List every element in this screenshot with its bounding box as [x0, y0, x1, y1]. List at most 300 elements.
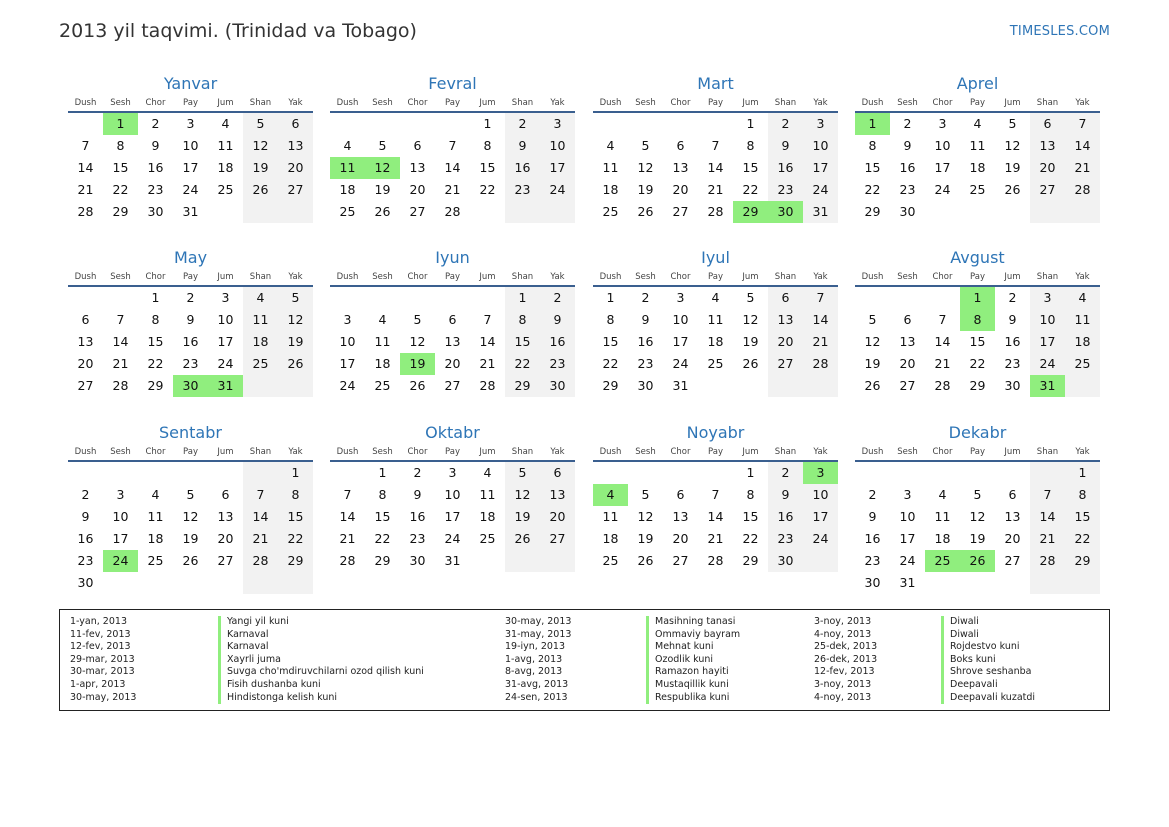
day-cell[interactable]: 21 — [339, 531, 356, 546]
day-cell[interactable]: 21 — [112, 356, 129, 371]
day-cell[interactable]: 19 — [637, 531, 654, 546]
day-cell[interactable]: 25 — [217, 182, 234, 197]
holiday-day-cell[interactable]: 3 — [803, 462, 838, 484]
day-cell[interactable]: 12 — [742, 312, 759, 327]
day-cell[interactable]: 29 — [742, 553, 759, 568]
day-cell[interactable]: 24 — [540, 179, 575, 201]
day-cell[interactable]: 27 — [768, 353, 803, 375]
day-cell[interactable]: 13 — [540, 484, 575, 506]
day-cell[interactable]: 27 — [672, 553, 689, 568]
day-cell[interactable]: 19 — [182, 531, 199, 546]
day-cell[interactable]: 4 — [1065, 287, 1100, 309]
day-cell[interactable]: 1 — [606, 290, 615, 305]
day-cell[interactable]: 2 — [186, 290, 195, 305]
holiday-day-cell[interactable]: 31 — [1030, 375, 1065, 397]
holiday-day-cell[interactable]: 26 — [960, 550, 995, 572]
holiday-day-cell[interactable]: 29 — [733, 201, 768, 223]
day-cell[interactable]: 18 — [969, 160, 986, 175]
day-cell[interactable]: 25 — [602, 204, 619, 219]
day-cell[interactable]: 27 — [1004, 553, 1021, 568]
day-cell[interactable]: 17 — [339, 356, 356, 371]
day-cell[interactable]: 31 — [672, 378, 689, 393]
day-cell[interactable]: 15 — [479, 160, 496, 175]
day-cell[interactable]: 15 — [112, 160, 129, 175]
day-cell[interactable]: 26 — [505, 528, 540, 550]
day-cell[interactable]: 29 — [147, 378, 164, 393]
day-cell[interactable]: 11 — [934, 509, 951, 524]
day-cell[interactable]: 25 — [147, 553, 164, 568]
day-cell[interactable]: 6 — [81, 312, 90, 327]
day-cell[interactable]: 20 — [217, 531, 234, 546]
day-cell[interactable]: 3 — [116, 487, 125, 502]
day-cell[interactable]: 10 — [444, 487, 461, 502]
day-cell[interactable]: 21 — [803, 331, 838, 353]
day-cell[interactable]: 11 — [217, 138, 234, 153]
day-cell[interactable]: 22 — [147, 356, 164, 371]
day-cell[interactable]: 11 — [147, 509, 164, 524]
day-cell[interactable]: 13 — [77, 334, 94, 349]
day-cell[interactable]: 28 — [112, 378, 129, 393]
day-cell[interactable]: 8 — [483, 138, 492, 153]
day-cell[interactable]: 19 — [969, 531, 986, 546]
day-cell[interactable]: 3 — [803, 113, 838, 135]
day-cell[interactable]: 26 — [409, 378, 426, 393]
day-cell[interactable]: 30 — [77, 575, 94, 590]
day-cell[interactable]: 24 — [672, 356, 689, 371]
day-cell[interactable]: 2 — [768, 462, 803, 484]
day-cell[interactable]: 7 — [116, 312, 125, 327]
day-cell[interactable]: 22 — [112, 182, 129, 197]
day-cell[interactable]: 22 — [969, 356, 986, 371]
holiday-day-cell[interactable]: 24 — [103, 550, 138, 572]
day-cell[interactable]: 25 — [479, 531, 496, 546]
day-cell[interactable]: 27 — [77, 378, 94, 393]
day-cell[interactable]: 14 — [77, 160, 94, 175]
day-cell[interactable]: 1 — [483, 116, 492, 131]
day-cell[interactable]: 19 — [505, 506, 540, 528]
day-cell[interactable]: 3 — [903, 487, 912, 502]
day-cell[interactable]: 29 — [505, 375, 540, 397]
day-cell[interactable]: 27 — [672, 204, 689, 219]
day-cell[interactable]: 26 — [742, 356, 759, 371]
day-cell[interactable]: 24 — [182, 182, 199, 197]
day-cell[interactable]: 9 — [868, 509, 877, 524]
day-cell[interactable]: 25 — [969, 182, 986, 197]
day-cell[interactable]: 13 — [409, 160, 426, 175]
day-cell[interactable]: 3 — [221, 290, 230, 305]
day-cell[interactable]: 14 — [1030, 506, 1065, 528]
day-cell[interactable]: 22 — [479, 182, 496, 197]
day-cell[interactable]: 5 — [746, 290, 755, 305]
day-cell[interactable]: 17 — [672, 334, 689, 349]
day-cell[interactable]: 25 — [374, 378, 391, 393]
day-cell[interactable]: 8 — [746, 487, 755, 502]
day-cell[interactable]: 6 — [903, 312, 912, 327]
day-cell[interactable]: 26 — [278, 353, 313, 375]
day-cell[interactable]: 26 — [243, 179, 278, 201]
day-cell[interactable]: 15 — [969, 334, 986, 349]
day-cell[interactable]: 19 — [637, 182, 654, 197]
holiday-day-cell[interactable]: 8 — [960, 309, 995, 331]
day-cell[interactable]: 5 — [641, 138, 650, 153]
day-cell[interactable]: 11 — [602, 160, 619, 175]
day-cell[interactable]: 29 — [374, 553, 391, 568]
day-cell[interactable]: 15 — [1065, 506, 1100, 528]
day-cell[interactable]: 13 — [672, 160, 689, 175]
day-cell[interactable]: 16 — [864, 531, 881, 546]
day-cell[interactable]: 5 — [378, 138, 387, 153]
day-cell[interactable]: 21 — [707, 531, 724, 546]
day-cell[interactable]: 29 — [278, 550, 313, 572]
day-cell[interactable]: 4 — [711, 290, 720, 305]
day-cell[interactable]: 18 — [217, 160, 234, 175]
day-cell[interactable]: 24 — [803, 179, 838, 201]
day-cell[interactable]: 13 — [1004, 509, 1021, 524]
day-cell[interactable]: 4 — [221, 116, 230, 131]
day-cell[interactable]: 18 — [339, 182, 356, 197]
day-cell[interactable]: 13 — [1030, 135, 1065, 157]
holiday-day-cell[interactable]: 30 — [768, 201, 803, 223]
day-cell[interactable]: 4 — [243, 287, 278, 309]
day-cell[interactable]: 5 — [243, 113, 278, 135]
day-cell[interactable]: 4 — [938, 487, 947, 502]
holiday-day-cell[interactable]: 1 — [960, 287, 995, 309]
day-cell[interactable]: 12 — [969, 509, 986, 524]
day-cell[interactable]: 17 — [803, 157, 838, 179]
day-cell[interactable]: 28 — [243, 550, 278, 572]
day-cell[interactable]: 9 — [768, 135, 803, 157]
day-cell[interactable]: 24 — [899, 553, 916, 568]
day-cell[interactable]: 3 — [448, 465, 457, 480]
day-cell[interactable]: 9 — [186, 312, 195, 327]
day-cell[interactable]: 22 — [1065, 528, 1100, 550]
day-cell[interactable]: 7 — [938, 312, 947, 327]
day-cell[interactable]: 11 — [374, 334, 391, 349]
day-cell[interactable]: 30 — [768, 550, 803, 572]
day-cell[interactable]: 30 — [637, 378, 654, 393]
day-cell[interactable]: 23 — [182, 356, 199, 371]
day-cell[interactable]: 21 — [77, 182, 94, 197]
day-cell[interactable]: 27 — [278, 179, 313, 201]
day-cell[interactable]: 27 — [217, 553, 234, 568]
day-cell[interactable]: 6 — [413, 138, 422, 153]
day-cell[interactable]: 22 — [374, 531, 391, 546]
day-cell[interactable]: 26 — [637, 553, 654, 568]
day-cell[interactable]: 6 — [1030, 113, 1065, 135]
day-cell[interactable]: 13 — [217, 509, 234, 524]
day-cell[interactable]: 21 — [707, 182, 724, 197]
day-cell[interactable]: 17 — [444, 509, 461, 524]
day-cell[interactable]: 14 — [934, 334, 951, 349]
day-cell[interactable]: 30 — [147, 204, 164, 219]
day-cell[interactable]: 28 — [803, 353, 838, 375]
day-cell[interactable]: 23 — [540, 353, 575, 375]
day-cell[interactable]: 11 — [243, 309, 278, 331]
day-cell[interactable]: 1 — [151, 290, 160, 305]
day-cell[interactable]: 1 — [278, 462, 313, 484]
day-cell[interactable]: 10 — [899, 509, 916, 524]
day-cell[interactable]: 16 — [505, 157, 540, 179]
day-cell[interactable]: 28 — [934, 378, 951, 393]
day-cell[interactable]: 10 — [1030, 309, 1065, 331]
day-cell[interactable]: 6 — [448, 312, 457, 327]
day-cell[interactable]: 19 — [864, 356, 881, 371]
day-cell[interactable]: 20 — [77, 356, 94, 371]
day-cell[interactable]: 30 — [899, 204, 916, 219]
day-cell[interactable]: 7 — [448, 138, 457, 153]
day-cell[interactable]: 20 — [1004, 531, 1021, 546]
day-cell[interactable]: 14 — [243, 506, 278, 528]
day-cell[interactable]: 6 — [221, 487, 230, 502]
day-cell[interactable]: 20 — [672, 182, 689, 197]
day-cell[interactable]: 4 — [483, 465, 492, 480]
day-cell[interactable]: 18 — [243, 331, 278, 353]
day-cell[interactable]: 6 — [278, 113, 313, 135]
site-link[interactable]: TIMESLES.COM — [1009, 24, 1110, 39]
day-cell[interactable]: 17 — [182, 160, 199, 175]
day-cell[interactable]: 28 — [77, 204, 94, 219]
day-cell[interactable]: 24 — [934, 182, 951, 197]
day-cell[interactable]: 5 — [868, 312, 877, 327]
day-cell[interactable]: 9 — [540, 309, 575, 331]
day-cell[interactable]: 13 — [444, 334, 461, 349]
day-cell[interactable]: 12 — [278, 309, 313, 331]
day-cell[interactable]: 18 — [707, 334, 724, 349]
day-cell[interactable]: 23 — [147, 182, 164, 197]
day-cell[interactable]: 10 — [112, 509, 129, 524]
day-cell[interactable]: 21 — [1065, 157, 1100, 179]
day-cell[interactable]: 17 — [1030, 331, 1065, 353]
day-cell[interactable]: 2 — [868, 487, 877, 502]
day-cell[interactable]: 20 — [899, 356, 916, 371]
day-cell[interactable]: 1 — [746, 465, 755, 480]
day-cell[interactable]: 4 — [606, 138, 615, 153]
day-cell[interactable]: 18 — [479, 509, 496, 524]
day-cell[interactable]: 5 — [186, 487, 195, 502]
day-cell[interactable]: 2 — [413, 465, 422, 480]
day-cell[interactable]: 3 — [1030, 287, 1065, 309]
day-cell[interactable]: 18 — [374, 356, 391, 371]
day-cell[interactable]: 25 — [602, 553, 619, 568]
day-cell[interactable]: 18 — [934, 531, 951, 546]
day-cell[interactable]: 30 — [540, 375, 575, 397]
day-cell[interactable]: 7 — [711, 487, 720, 502]
day-cell[interactable]: 24 — [339, 378, 356, 393]
day-cell[interactable]: 15 — [602, 334, 619, 349]
day-cell[interactable]: 17 — [899, 531, 916, 546]
day-cell[interactable]: 27 — [899, 378, 916, 393]
day-cell[interactable]: 3 — [343, 312, 352, 327]
day-cell[interactable]: 17 — [803, 506, 838, 528]
day-cell[interactable]: 31 — [182, 204, 199, 219]
day-cell[interactable]: 17 — [540, 157, 575, 179]
day-cell[interactable]: 20 — [1030, 157, 1065, 179]
day-cell[interactable]: 14 — [1065, 135, 1100, 157]
day-cell[interactable]: 23 — [505, 179, 540, 201]
day-cell[interactable]: 16 — [409, 509, 426, 524]
day-cell[interactable]: 8 — [116, 138, 125, 153]
day-cell[interactable]: 1 — [505, 287, 540, 309]
day-cell[interactable]: 4 — [378, 312, 387, 327]
day-cell[interactable]: 7 — [243, 484, 278, 506]
day-cell[interactable]: 3 — [938, 116, 947, 131]
day-cell[interactable]: 2 — [540, 287, 575, 309]
day-cell[interactable]: 10 — [182, 138, 199, 153]
day-cell[interactable]: 2 — [1008, 290, 1017, 305]
day-cell[interactable]: 1 — [1065, 462, 1100, 484]
day-cell[interactable]: 9 — [505, 135, 540, 157]
day-cell[interactable]: 9 — [81, 509, 90, 524]
day-cell[interactable]: 11 — [479, 487, 496, 502]
day-cell[interactable]: 21 — [243, 528, 278, 550]
day-cell[interactable]: 14 — [803, 309, 838, 331]
day-cell[interactable]: 28 — [707, 204, 724, 219]
day-cell[interactable]: 16 — [1004, 334, 1021, 349]
day-cell[interactable]: 26 — [374, 204, 391, 219]
day-cell[interactable]: 7 — [711, 138, 720, 153]
day-cell[interactable]: 13 — [768, 309, 803, 331]
day-cell[interactable]: 16 — [899, 160, 916, 175]
day-cell[interactable]: 25 — [243, 353, 278, 375]
day-cell[interactable]: 30 — [1004, 378, 1021, 393]
day-cell[interactable]: 21 — [1030, 528, 1065, 550]
day-cell[interactable]: 22 — [602, 356, 619, 371]
day-cell[interactable]: 28 — [444, 204, 461, 219]
day-cell[interactable]: 16 — [77, 531, 94, 546]
day-cell[interactable]: 12 — [505, 484, 540, 506]
day-cell[interactable]: 19 — [742, 334, 759, 349]
day-cell[interactable]: 20 — [278, 157, 313, 179]
day-cell[interactable]: 19 — [278, 331, 313, 353]
day-cell[interactable]: 28 — [707, 553, 724, 568]
day-cell[interactable]: 15 — [147, 334, 164, 349]
day-cell[interactable]: 6 — [676, 487, 685, 502]
day-cell[interactable]: 9 — [903, 138, 912, 153]
day-cell[interactable]: 5 — [505, 462, 540, 484]
day-cell[interactable]: 11 — [969, 138, 986, 153]
day-cell[interactable]: 10 — [540, 135, 575, 157]
day-cell[interactable]: 26 — [637, 204, 654, 219]
day-cell[interactable]: 4 — [973, 116, 982, 131]
day-cell[interactable]: 20 — [540, 506, 575, 528]
day-cell[interactable]: 12 — [409, 334, 426, 349]
day-cell[interactable]: 25 — [339, 204, 356, 219]
day-cell[interactable]: 17 — [934, 160, 951, 175]
day-cell[interactable]: 28 — [479, 378, 496, 393]
day-cell[interactable]: 22 — [278, 528, 313, 550]
day-cell[interactable]: 22 — [742, 182, 759, 197]
day-cell[interactable]: 18 — [147, 531, 164, 546]
day-cell[interactable]: 3 — [676, 290, 685, 305]
day-cell[interactable]: 14 — [707, 509, 724, 524]
day-cell[interactable]: 4 — [343, 138, 352, 153]
day-cell[interactable]: 26 — [1004, 182, 1021, 197]
day-cell[interactable]: 14 — [707, 160, 724, 175]
holiday-day-cell[interactable]: 12 — [365, 157, 400, 179]
day-cell[interactable]: 6 — [676, 138, 685, 153]
day-cell[interactable]: 9 — [151, 138, 160, 153]
day-cell[interactable]: 14 — [339, 509, 356, 524]
day-cell[interactable]: 12 — [637, 509, 654, 524]
day-cell[interactable]: 7 — [343, 487, 352, 502]
day-cell[interactable]: 15 — [374, 509, 391, 524]
day-cell[interactable]: 23 — [409, 531, 426, 546]
day-cell[interactable]: 6 — [768, 287, 803, 309]
day-cell[interactable]: 12 — [1004, 138, 1021, 153]
day-cell[interactable]: 17 — [112, 531, 129, 546]
day-cell[interactable]: 29 — [864, 204, 881, 219]
day-cell[interactable]: 25 — [1065, 353, 1100, 375]
day-cell[interactable]: 8 — [378, 487, 387, 502]
day-cell[interactable]: 5 — [641, 487, 650, 502]
day-cell[interactable]: 7 — [1030, 484, 1065, 506]
day-cell[interactable]: 24 — [1030, 353, 1065, 375]
day-cell[interactable]: 31 — [444, 553, 461, 568]
day-cell[interactable]: 13 — [899, 334, 916, 349]
day-cell[interactable]: 12 — [243, 135, 278, 157]
day-cell[interactable]: 18 — [602, 531, 619, 546]
day-cell[interactable]: 21 — [934, 356, 951, 371]
holiday-day-cell[interactable]: 25 — [925, 550, 960, 572]
day-cell[interactable]: 11 — [602, 509, 619, 524]
day-cell[interactable]: 20 — [672, 531, 689, 546]
day-cell[interactable]: 15 — [278, 506, 313, 528]
day-cell[interactable]: 14 — [444, 160, 461, 175]
day-cell[interactable]: 3 — [540, 113, 575, 135]
day-cell[interactable]: 24 — [444, 531, 461, 546]
day-cell[interactable]: 29 — [602, 378, 619, 393]
day-cell[interactable]: 22 — [742, 531, 759, 546]
day-cell[interactable]: 24 — [803, 528, 838, 550]
day-cell[interactable]: 29 — [1065, 550, 1100, 572]
day-cell[interactable]: 1 — [746, 116, 755, 131]
day-cell[interactable]: 6 — [1008, 487, 1017, 502]
day-cell[interactable]: 10 — [803, 484, 838, 506]
holiday-day-cell[interactable]: 4 — [593, 484, 628, 506]
day-cell[interactable]: 31 — [803, 201, 838, 223]
day-cell[interactable]: 18 — [602, 182, 619, 197]
day-cell[interactable]: 31 — [899, 575, 916, 590]
holiday-day-cell[interactable]: 1 — [103, 113, 138, 135]
day-cell[interactable]: 14 — [479, 334, 496, 349]
holiday-day-cell[interactable]: 19 — [400, 353, 435, 375]
day-cell[interactable]: 22 — [505, 353, 540, 375]
day-cell[interactable]: 12 — [864, 334, 881, 349]
day-cell[interactable]: 2 — [505, 113, 540, 135]
day-cell[interactable]: 15 — [742, 509, 759, 524]
day-cell[interactable]: 22 — [864, 182, 881, 197]
holiday-day-cell[interactable]: 30 — [173, 375, 208, 397]
day-cell[interactable]: 5 — [278, 287, 313, 309]
day-cell[interactable]: 27 — [1030, 179, 1065, 201]
day-cell[interactable]: 23 — [768, 528, 803, 550]
day-cell[interactable]: 19 — [243, 157, 278, 179]
day-cell[interactable]: 13 — [672, 509, 689, 524]
day-cell[interactable]: 8 — [746, 138, 755, 153]
day-cell[interactable]: 10 — [672, 312, 689, 327]
day-cell[interactable]: 15 — [864, 160, 881, 175]
day-cell[interactable]: 23 — [768, 179, 803, 201]
day-cell[interactable]: 8 — [278, 484, 313, 506]
day-cell[interactable]: 8 — [505, 309, 540, 331]
day-cell[interactable]: 26 — [864, 378, 881, 393]
day-cell[interactable]: 27 — [540, 528, 575, 550]
holiday-day-cell[interactable]: 11 — [330, 157, 365, 179]
day-cell[interactable]: 23 — [899, 182, 916, 197]
day-cell[interactable]: 2 — [151, 116, 160, 131]
day-cell[interactable]: 12 — [182, 509, 199, 524]
day-cell[interactable]: 16 — [768, 506, 803, 528]
